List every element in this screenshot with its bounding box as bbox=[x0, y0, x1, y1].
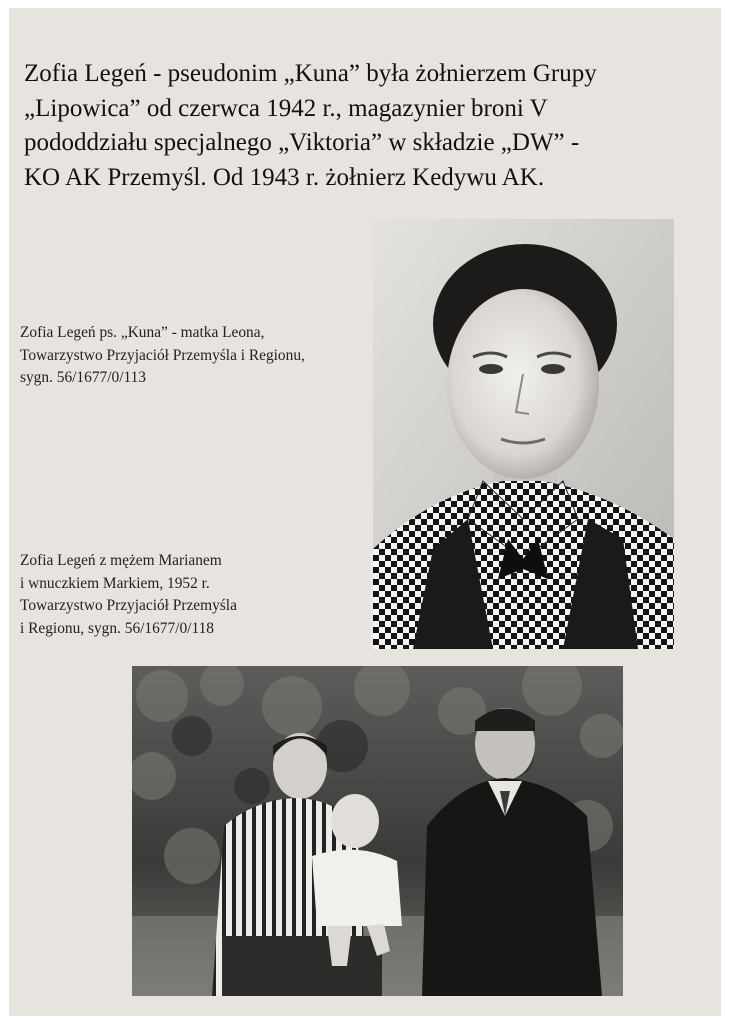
caption-line: Towarzystwo Przyjaciół Przemyśla i Regionu, bbox=[20, 346, 305, 364]
caption-line: i Regionu, sygn. 56/1677/0/118 bbox=[20, 619, 214, 637]
portrait-illustration bbox=[373, 219, 674, 649]
caption-line: Zofia Legeń z mężem Marianem bbox=[20, 552, 222, 569]
portrait-photo bbox=[373, 219, 674, 649]
heading-line: Zofia Legeń - pseudonim „Kuna” była żołnierzem Grupy bbox=[24, 60, 597, 87]
heading-line: KO AK Przemyśl. Od 1943 r. żołnierz Kedywu AK. bbox=[24, 163, 545, 191]
portrait-caption bbox=[20, 322, 380, 390]
page-heading bbox=[24, 57, 704, 195]
family-photo bbox=[132, 666, 623, 996]
caption-line: i wnuczkiem Markiem, 1952 r. bbox=[20, 574, 210, 592]
caption-line: Towarzystwo Przyjaciół Przemyśla bbox=[20, 597, 237, 614]
family-photo-caption bbox=[20, 550, 380, 640]
caption-line: sygn. 56/1677/0/113 bbox=[20, 369, 146, 386]
caption-line: Zofia Legeń ps. „Kuna” - matka Leona, bbox=[20, 324, 265, 341]
family-illustration bbox=[132, 666, 623, 996]
heading-line: „Lipowica” od czerwca 1942 r., magazynier broni V bbox=[24, 94, 548, 122]
heading-line: pododdziału specjalnego „Viktoria” w składzie „DW” - bbox=[24, 129, 580, 156]
